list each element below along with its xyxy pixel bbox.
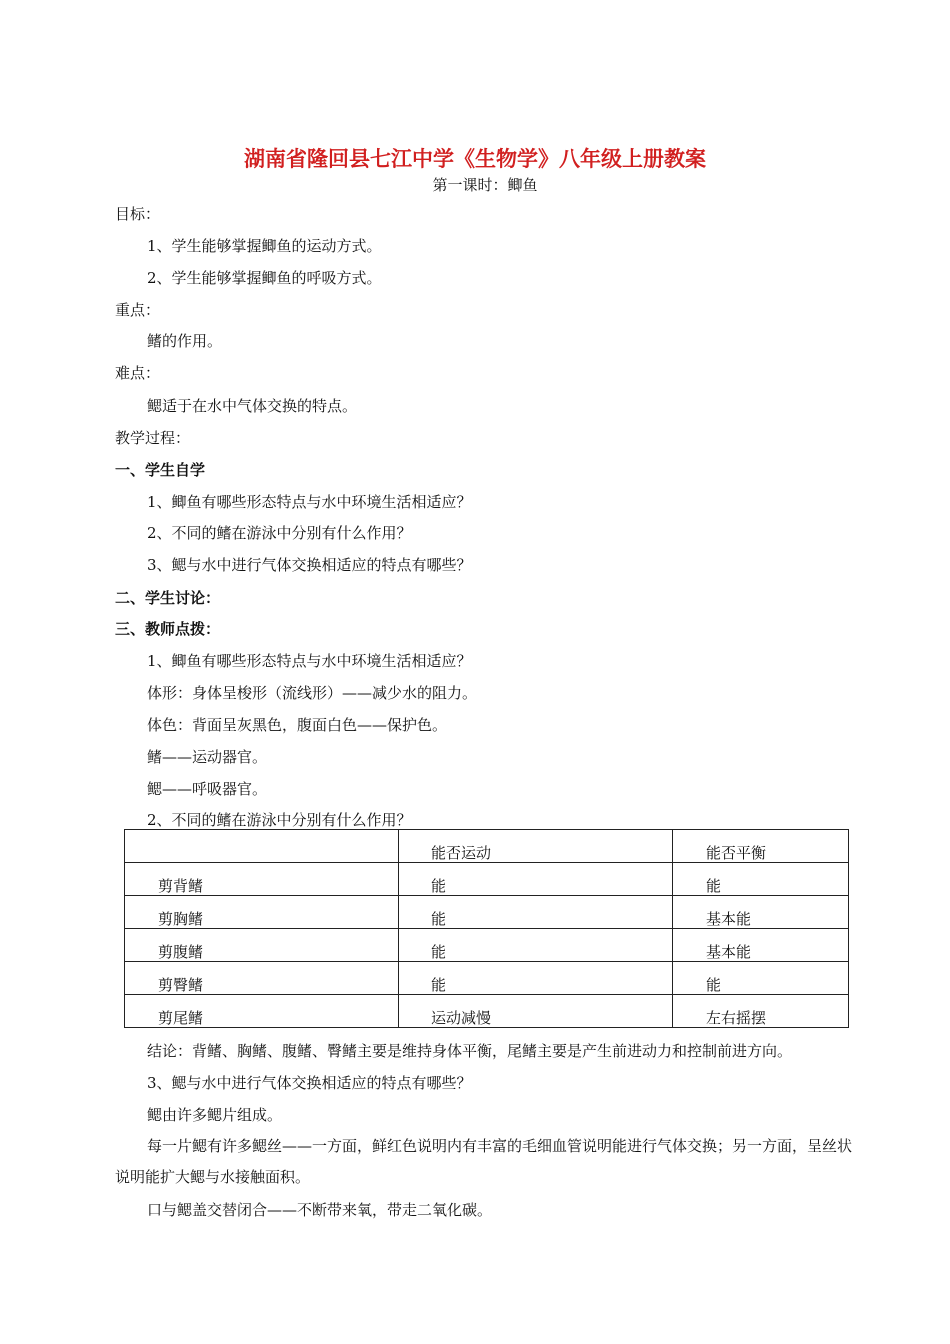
- table-cell: [125, 830, 399, 863]
- objective-item: 1、学生能够掌握鲫鱼的运动方式。: [147, 237, 382, 255]
- lesson-subtitle: 第一课时：鲫鱼: [432, 176, 538, 194]
- answer-line: 体色：背面呈灰黑色，腹面白色——保护色。: [147, 716, 448, 734]
- document-title: 湖南省隆回县七江中学《生物学》八年级上册教案: [244, 147, 706, 171]
- conclusion-text: 结论：背鳍、胸鳍、腹鳍、臀鳍主要是维持身体平衡，尾鳍主要是产生前进动力和控制前进方向。: [147, 1042, 793, 1060]
- table-row: [125, 995, 849, 1028]
- section-label-key-point: 重点：: [115, 301, 161, 319]
- table-cell: 剪尾鳍: [125, 995, 399, 1028]
- section-label-objectives: 目标：: [115, 205, 161, 223]
- answer-line: 鳃——呼吸器官。: [147, 780, 268, 798]
- table-cell: 运动减慢: [399, 995, 673, 1028]
- section-heading: 三、教师点拨：: [115, 620, 221, 638]
- table-cell: 剪背鳍: [125, 863, 399, 896]
- table-cell: 能: [673, 962, 849, 995]
- table-header-cell: 能否平衡: [673, 830, 849, 863]
- table-cell: 剪腹鳍: [125, 929, 399, 962]
- table-cell: 能: [399, 896, 673, 929]
- table-cell: 能: [399, 962, 673, 995]
- answer-line: 鳍——运动器官。: [147, 748, 268, 766]
- table-cell: 剪胸鳍: [125, 896, 399, 929]
- question-item: 1、鲫鱼有哪些形态特点与水中环境生活相适应？: [147, 493, 472, 511]
- table-cell: 能: [673, 863, 849, 896]
- question-item: 3、鳃与水中进行气体交换相适应的特点有哪些？: [147, 556, 472, 574]
- table-header-cell: 能否运动: [399, 830, 673, 863]
- answer-paragraph: 每一片鳃有许多鳃丝——一方面，鲜红色说明内有丰富的毛细血管说明能进行气体交换；另一方面，呈丝状说明能扩大鳃与水接触面积。: [115, 1137, 853, 1186]
- table-cell: 基本能: [673, 929, 849, 962]
- table-row: [125, 863, 849, 896]
- question-item: 3、鳃与水中进行气体交换相适应的特点有哪些？: [147, 1074, 472, 1092]
- table-cell: 能: [399, 863, 673, 896]
- table-cell: 剪臀鳍: [125, 962, 399, 995]
- answer-line: 鳃由许多鳃片组成。: [147, 1106, 283, 1124]
- table-cell: 基本能: [673, 896, 849, 929]
- section-label-difficulty: 难点：: [115, 364, 161, 382]
- table-row: [125, 962, 849, 995]
- answer-line: 口与鳃盖交替闭合——不断带来氧，带走二氧化碳。: [147, 1201, 493, 1219]
- question-item: 2、不同的鳍在游泳中分别有什么作用？: [147, 524, 412, 542]
- fin-experiment-table: [124, 829, 849, 1028]
- section-heading: 一、学生自学: [115, 461, 206, 479]
- table-header-row: [125, 830, 849, 863]
- section-label-process: 教学过程：: [115, 429, 191, 447]
- key-point-text: 鳍的作用。: [147, 332, 223, 350]
- table-row: [125, 896, 849, 929]
- section-heading: 二、学生讨论：: [115, 589, 221, 607]
- question-item: 1、鲫鱼有哪些形态特点与水中环境生活相适应？: [147, 652, 472, 670]
- answer-line: 体形：身体呈梭形（流线形）——减少水的阻力。: [147, 684, 478, 702]
- table-cell: 能: [399, 929, 673, 962]
- objective-item: 2、学生能够掌握鲫鱼的呼吸方式。: [147, 269, 382, 287]
- difficulty-text: 鳃适于在水中气体交换的特点。: [147, 397, 358, 415]
- question-item: 2、不同的鳍在游泳中分别有什么作用？: [147, 811, 412, 829]
- table-row: [125, 929, 849, 962]
- table-cell: 左右摇摆: [673, 995, 849, 1028]
